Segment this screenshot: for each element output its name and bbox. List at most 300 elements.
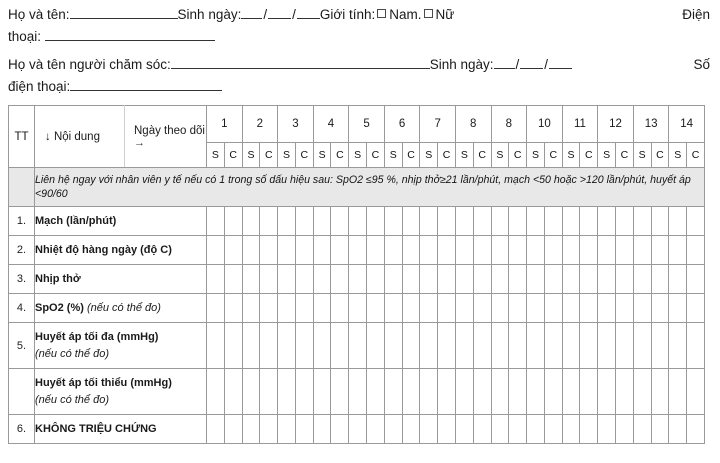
entry-cell-day12-c[interactable]	[616, 369, 634, 415]
entry-cell-day14-s[interactable]	[669, 236, 687, 265]
entry-cell-day3-c[interactable]	[295, 369, 313, 415]
entry-cell-day12-s[interactable]	[598, 265, 616, 294]
caregiver-dob-day[interactable]	[494, 55, 515, 69]
header-day-4: 4	[313, 106, 349, 143]
entry-cell-day10-s[interactable]	[527, 369, 545, 415]
entry-cell-day14-c[interactable]	[687, 265, 705, 294]
row-label-cell	[35, 294, 207, 323]
entry-cell-day8-c[interactable]	[473, 207, 491, 236]
entry-cell-day6-s[interactable]	[384, 265, 402, 294]
entry-cell-day6-s[interactable]	[384, 236, 402, 265]
entry-cell-day7-s[interactable]	[420, 236, 438, 265]
entry-cell-day2-s[interactable]	[242, 265, 260, 294]
entry-cell-day11-s[interactable]	[562, 369, 580, 415]
row-label-cell	[35, 265, 207, 294]
entry-cell-day13-c[interactable]	[651, 265, 669, 294]
header-day-7: 7	[420, 106, 456, 143]
entry-cell-day5-c[interactable]	[367, 207, 385, 236]
patient-dob-label: Sinh ngày:	[177, 7, 242, 22]
patient-dob-day[interactable]	[241, 5, 262, 19]
entry-cell-day9-s[interactable]	[491, 236, 509, 265]
entry-cell-day6-c[interactable]	[402, 369, 420, 415]
entry-cell-day11-s[interactable]	[562, 323, 580, 369]
table-row	[9, 236, 705, 265]
entry-cell-day12-s[interactable]	[598, 369, 616, 415]
gender-male-label: Nam.	[389, 7, 422, 22]
entry-cell-day3-s[interactable]	[278, 294, 296, 323]
caregiver-identity-fields	[8, 54, 572, 76]
entry-cell-day10-c[interactable]	[544, 415, 562, 444]
entry-cell-day14-s[interactable]	[669, 415, 687, 444]
entry-cell-day8-c[interactable]	[473, 265, 491, 294]
entry-cell-day11-s[interactable]	[562, 294, 580, 323]
entry-cell-day1-c[interactable]	[224, 207, 242, 236]
entry-cell-day8-c[interactable]	[473, 323, 491, 369]
entry-cell-day13-s[interactable]	[633, 369, 651, 415]
entry-cell-day9-c[interactable]	[509, 236, 527, 265]
row-number-cell	[9, 369, 35, 415]
entry-cell-day12-c[interactable]	[616, 236, 634, 265]
warning-text: Liên hệ ngay với nhân viên y tế nếu có 1 trong số dấu hiệu sau: SpO2 ≤95 %, nhịp thở≥21 lần/phút, mạch <50 hoặc >120 lần/phút, huyết áp <90/60	[35, 168, 705, 207]
entry-cell-day3-c[interactable]	[295, 294, 313, 323]
entry-cell-day8-s[interactable]	[455, 369, 473, 415]
row-label-note-inline: (nếu có thể đo)	[83, 301, 161, 314]
entry-cell-day2-c[interactable]	[260, 236, 278, 265]
entry-cell-day3-s[interactable]	[278, 265, 296, 294]
row-label-text: SpO2 (%)	[35, 301, 84, 314]
gender-male-checkbox[interactable]	[377, 9, 386, 18]
table-row	[9, 415, 705, 444]
entry-cell-day2-s[interactable]	[242, 323, 260, 369]
patient-dob-input	[241, 4, 320, 26]
entry-cell-day12-c[interactable]	[616, 294, 634, 323]
entry-cell-day5-c[interactable]	[367, 369, 385, 415]
entry-cell-day12-s[interactable]	[598, 415, 616, 444]
entry-cell-day11-s[interactable]	[562, 207, 580, 236]
entry-cell-day2-c[interactable]	[260, 294, 278, 323]
entry-cell-day6-c[interactable]	[402, 207, 420, 236]
entry-cell-day6-s[interactable]	[384, 207, 402, 236]
patient-dob-month[interactable]	[268, 5, 291, 19]
entry-cell-day10-s[interactable]	[527, 294, 545, 323]
entry-cell-day12-c[interactable]	[616, 207, 634, 236]
header-day-8-session-s: S	[455, 143, 473, 168]
entry-cell-day4-c[interactable]	[331, 294, 349, 323]
entry-cell-day9-c[interactable]	[509, 369, 527, 415]
caregiver-identity-line	[8, 54, 710, 76]
header-day-5-session-c: C	[367, 143, 385, 168]
entry-cell-day10-c[interactable]	[544, 207, 562, 236]
patient-identity-block	[8, 4, 710, 47]
entry-cell-day11-c[interactable]	[580, 323, 598, 369]
header-day-3-session-c: C	[295, 143, 313, 168]
entry-cell-day12-s[interactable]	[598, 323, 616, 369]
entry-cell-day8-s[interactable]	[455, 294, 473, 323]
entry-cell-day7-s[interactable]	[420, 207, 438, 236]
entry-cell-day1-c[interactable]	[224, 415, 242, 444]
caregiver-identity-block	[8, 54, 710, 97]
header-day-1-session-s: S	[207, 143, 225, 168]
patient-phone-label-part2: thoại:	[8, 28, 42, 44]
entry-cell-day8-s[interactable]	[455, 323, 473, 369]
entry-cell-day13-c[interactable]	[651, 236, 669, 265]
entry-cell-day2-s[interactable]	[242, 415, 260, 444]
entry-cell-day3-c[interactable]	[295, 207, 313, 236]
header-day-6-session-c: C	[402, 143, 420, 168]
entry-cell-day2-s[interactable]	[242, 207, 260, 236]
entry-cell-day4-s[interactable]	[313, 207, 331, 236]
entry-cell-day7-c[interactable]	[438, 236, 456, 265]
entry-cell-day14-c[interactable]	[687, 294, 705, 323]
entry-cell-day4-c[interactable]	[331, 369, 349, 415]
row-label-cell	[35, 236, 207, 265]
entry-cell-day11-s[interactable]	[562, 236, 580, 265]
entry-cell-day5-c[interactable]	[367, 265, 385, 294]
entry-cell-day10-c[interactable]	[544, 323, 562, 369]
entry-cell-day1-c[interactable]	[224, 323, 242, 369]
entry-cell-day2-c[interactable]	[260, 323, 278, 369]
entry-cell-day1-s[interactable]	[207, 415, 225, 444]
entry-cell-day7-c[interactable]	[438, 323, 456, 369]
entry-cell-day7-s[interactable]	[420, 323, 438, 369]
entry-cell-day13-c[interactable]	[651, 369, 669, 415]
header-day-14: 14	[669, 106, 705, 143]
entry-cell-day2-c[interactable]	[260, 265, 278, 294]
entry-cell-day14-c[interactable]	[687, 236, 705, 265]
entry-cell-day2-c[interactable]	[260, 207, 278, 236]
entry-cell-day12-c[interactable]	[616, 323, 634, 369]
row-label-cell	[35, 369, 207, 415]
entry-cell-day12-s[interactable]	[598, 294, 616, 323]
warning-tt-cell	[9, 168, 35, 207]
entry-cell-day9-c[interactable]	[509, 294, 527, 323]
entry-cell-day2-c[interactable]	[260, 369, 278, 415]
entry-cell-day9-s[interactable]	[491, 294, 509, 323]
entry-cell-day13-s[interactable]	[633, 236, 651, 265]
entry-cell-day1-s[interactable]	[207, 207, 225, 236]
entry-cell-day13-s[interactable]	[633, 207, 651, 236]
entry-cell-day6-c[interactable]	[402, 265, 420, 294]
table-row	[9, 369, 705, 415]
entry-cell-day8-s[interactable]	[455, 207, 473, 236]
row-label-note: (nếu có thể đo)	[35, 347, 109, 360]
row-number-cell: 4.	[9, 294, 35, 323]
entry-cell-day4-s[interactable]	[313, 265, 331, 294]
entry-cell-day9-c[interactable]	[509, 415, 527, 444]
entry-cell-day13-c[interactable]	[651, 294, 669, 323]
header-day-5-session-s: S	[349, 143, 367, 168]
entry-cell-day12-s[interactable]	[598, 236, 616, 265]
entry-cell-day1-s[interactable]	[207, 236, 225, 265]
entry-cell-day13-s[interactable]	[633, 415, 651, 444]
patient-name-label: Họ và tên:	[8, 7, 70, 22]
entry-cell-day4-s[interactable]	[313, 236, 331, 265]
entry-cell-day8-c[interactable]	[473, 294, 491, 323]
entry-cell-day6-s[interactable]	[384, 415, 402, 444]
entry-cell-day5-s[interactable]	[349, 323, 367, 369]
entry-cell-day1-c[interactable]	[224, 294, 242, 323]
patient-name-input[interactable]	[70, 5, 178, 19]
entry-cell-day11-s[interactable]	[562, 265, 580, 294]
table-row	[9, 207, 705, 236]
entry-cell-day8-c[interactable]	[473, 236, 491, 265]
header-day-6: 6	[384, 106, 420, 143]
entry-cell-day6-s[interactable]	[384, 369, 402, 415]
entry-cell-day7-c[interactable]	[438, 265, 456, 294]
header-day-2-session-c: C	[260, 143, 278, 168]
header-day-1: 1	[207, 106, 243, 143]
header-day-2-session-s: S	[242, 143, 260, 168]
caregiver-dob-input	[494, 54, 573, 76]
entry-cell-day14-s[interactable]	[669, 207, 687, 236]
entry-cell-day2-s[interactable]	[242, 236, 260, 265]
caregiver-dob-year[interactable]	[549, 55, 572, 69]
entry-cell-day13-s[interactable]	[633, 294, 651, 323]
entry-cell-day8-c[interactable]	[473, 369, 491, 415]
header-day-9: 8	[491, 106, 527, 143]
entry-cell-day11-c[interactable]	[580, 265, 598, 294]
entry-cell-day9-c[interactable]	[509, 207, 527, 236]
entry-cell-day9-s[interactable]	[491, 207, 509, 236]
entry-cell-day3-c[interactable]	[295, 415, 313, 444]
entry-cell-day13-c[interactable]	[651, 415, 669, 444]
entry-cell-day14-c[interactable]	[687, 323, 705, 369]
entry-cell-day12-c[interactable]	[616, 265, 634, 294]
header-day-11: 11	[562, 106, 598, 143]
entry-cell-day7-s[interactable]	[420, 265, 438, 294]
entry-cell-day11-c[interactable]	[580, 294, 598, 323]
header-day-8-session-c: C	[473, 143, 491, 168]
caregiver-dob-month[interactable]	[520, 55, 543, 69]
entry-cell-day12-c[interactable]	[616, 415, 634, 444]
entry-cell-day4-c[interactable]	[331, 323, 349, 369]
row-number-cell: 2.	[9, 236, 35, 265]
caregiver-name-input[interactable]	[171, 55, 430, 69]
entry-cell-day6-c[interactable]	[402, 415, 420, 444]
caregiver-phone-input[interactable]	[70, 77, 222, 91]
entry-cell-day10-s[interactable]	[527, 415, 545, 444]
entry-cell-day5-c[interactable]	[367, 323, 385, 369]
entry-cell-day5-c[interactable]	[367, 236, 385, 265]
entry-cell-day4-s[interactable]	[313, 323, 331, 369]
entry-cell-day3-c[interactable]	[295, 323, 313, 369]
entry-cell-day14-c[interactable]	[687, 207, 705, 236]
entry-cell-day9-s[interactable]	[491, 415, 509, 444]
entry-cell-day5-c[interactable]	[367, 294, 385, 323]
date-separator-1: /	[263, 7, 268, 22]
row-label-text: Nhiệt độ hàng ngày (độ C)	[35, 243, 172, 256]
row-label-text: Huyết áp tối thiểu (mmHg)	[35, 377, 172, 389]
entry-cell-day11-s[interactable]	[562, 415, 580, 444]
entry-cell-day4-s[interactable]	[313, 415, 331, 444]
entry-cell-day10-c[interactable]	[544, 369, 562, 415]
header-day-1-session-c: C	[224, 143, 242, 168]
header-day-13-session-s: S	[633, 143, 651, 168]
header-day-8: 8	[455, 106, 491, 143]
entry-cell-day5-s[interactable]	[349, 265, 367, 294]
entry-cell-day4-s[interactable]	[313, 294, 331, 323]
entry-cell-day14-s[interactable]	[669, 369, 687, 415]
table-head	[9, 106, 705, 168]
entry-cell-day6-c[interactable]	[402, 294, 420, 323]
entry-cell-day1-s[interactable]	[207, 294, 225, 323]
entry-cell-day10-c[interactable]	[544, 294, 562, 323]
patient-info-form	[0, 0, 720, 97]
entry-cell-day2-s[interactable]	[242, 369, 260, 415]
row-number-cell: 6.	[9, 415, 35, 444]
gender-label: Giới tính:	[319, 7, 376, 22]
header-day-4-session-s: S	[313, 143, 331, 168]
entry-cell-day14-s[interactable]	[669, 265, 687, 294]
caregiver-phone-line	[8, 76, 710, 98]
entry-cell-day9-s[interactable]	[491, 265, 509, 294]
entry-cell-day6-s[interactable]	[384, 294, 402, 323]
header-ngay-label: Ngày theo dõi	[134, 125, 205, 137]
entry-cell-day11-c[interactable]	[580, 415, 598, 444]
header-noidung: ↓ Nội dung	[35, 106, 125, 168]
caregiver-phone-label-part1: Số	[693, 57, 710, 72]
right-arrow-icon: →	[134, 137, 145, 149]
entry-cell-day3-s[interactable]	[278, 369, 296, 415]
entry-cell-day10-s[interactable]	[527, 207, 545, 236]
entry-cell-day7-c[interactable]	[438, 294, 456, 323]
entry-cell-day5-s[interactable]	[349, 294, 367, 323]
row-label-text: Mạch (lần/phút)	[35, 214, 117, 227]
entry-cell-day3-s[interactable]	[278, 323, 296, 369]
header-day-12: 12	[598, 106, 634, 143]
gender-female-checkbox[interactable]	[424, 9, 433, 18]
entry-cell-day6-c[interactable]	[402, 323, 420, 369]
entry-cell-day3-c[interactable]	[295, 236, 313, 265]
patient-identity-fields	[8, 4, 454, 26]
header-day-10-session-s: S	[527, 143, 545, 168]
patient-dob-year[interactable]	[297, 5, 320, 19]
gender-female-label: Nữ	[435, 7, 455, 22]
entry-cell-day3-s[interactable]	[278, 415, 296, 444]
entry-cell-day4-c[interactable]	[331, 236, 349, 265]
entry-cell-day5-s[interactable]	[349, 236, 367, 265]
header-ngay-theo-doi	[125, 106, 207, 168]
row-label-text: KHÔNG TRIỆU CHỨNG	[35, 422, 157, 435]
header-day-14-session-c: C	[687, 143, 705, 168]
entry-cell-day4-c[interactable]	[331, 265, 349, 294]
entry-cell-day9-s[interactable]	[491, 369, 509, 415]
entry-cell-day1-s[interactable]	[207, 323, 225, 369]
table-body	[9, 168, 705, 444]
entry-cell-day14-c[interactable]	[687, 369, 705, 415]
entry-cell-day7-s[interactable]	[420, 415, 438, 444]
entry-cell-day1-c[interactable]	[224, 369, 242, 415]
entry-cell-day8-s[interactable]	[455, 265, 473, 294]
header-day-9-session-s: S	[491, 143, 509, 168]
entry-cell-day3-s[interactable]	[278, 236, 296, 265]
entry-cell-day10-c[interactable]	[544, 265, 562, 294]
patient-phone-label-part1: Điện	[682, 7, 710, 22]
entry-cell-day9-c[interactable]	[509, 265, 527, 294]
header-day-10-session-c: C	[544, 143, 562, 168]
entry-cell-day5-s[interactable]	[349, 415, 367, 444]
entry-cell-day14-s[interactable]	[669, 323, 687, 369]
entry-cell-day7-s[interactable]	[420, 294, 438, 323]
entry-cell-day13-c[interactable]	[651, 207, 669, 236]
entry-cell-day7-c[interactable]	[438, 207, 456, 236]
header-day-14-session-s: S	[669, 143, 687, 168]
row-label-text: Huyết áp tối đa (mmHg)	[35, 331, 159, 343]
entry-cell-day9-s[interactable]	[491, 323, 509, 369]
entry-cell-day5-c[interactable]	[367, 415, 385, 444]
patient-phone-input[interactable]	[45, 27, 215, 41]
entry-cell-day3-s[interactable]	[278, 207, 296, 236]
header-day-12-session-s: S	[598, 143, 616, 168]
entry-cell-day6-s[interactable]	[384, 323, 402, 369]
header-day-3: 3	[278, 106, 314, 143]
entry-cell-day13-s[interactable]	[633, 265, 651, 294]
entry-cell-day3-c[interactable]	[295, 265, 313, 294]
entry-cell-day2-s[interactable]	[242, 294, 260, 323]
entry-cell-day11-c[interactable]	[580, 207, 598, 236]
entry-cell-day2-c[interactable]	[260, 415, 278, 444]
date-separator-3: /	[515, 57, 520, 72]
entry-cell-day1-s[interactable]	[207, 265, 225, 294]
entry-cell-day7-c[interactable]	[438, 415, 456, 444]
table-row	[9, 323, 705, 369]
entry-cell-day14-s[interactable]	[669, 294, 687, 323]
entry-cell-day1-c[interactable]	[224, 265, 242, 294]
entry-cell-day9-c[interactable]	[509, 323, 527, 369]
header-day-5: 5	[349, 106, 385, 143]
entry-cell-day14-c[interactable]	[687, 415, 705, 444]
entry-cell-day11-c[interactable]	[580, 369, 598, 415]
header-day-4-session-c: C	[331, 143, 349, 168]
entry-cell-day5-s[interactable]	[349, 207, 367, 236]
entry-cell-day10-c[interactable]	[544, 236, 562, 265]
row-label-cell	[35, 323, 207, 369]
patient-phone-line	[8, 26, 710, 48]
header-day-13-session-c: C	[651, 143, 669, 168]
entry-cell-day13-c[interactable]	[651, 323, 669, 369]
entry-cell-day1-s[interactable]	[207, 369, 225, 415]
header-day-10: 10	[527, 106, 563, 143]
entry-cell-day6-c[interactable]	[402, 236, 420, 265]
row-label-cell	[35, 207, 207, 236]
entry-cell-day10-s[interactable]	[527, 265, 545, 294]
header-day-7-session-s: S	[420, 143, 438, 168]
entry-cell-day8-s[interactable]	[455, 236, 473, 265]
entry-cell-day10-s[interactable]	[527, 323, 545, 369]
entry-cell-day11-c[interactable]	[580, 236, 598, 265]
entry-cell-day4-c[interactable]	[331, 207, 349, 236]
entry-cell-day13-s[interactable]	[633, 323, 651, 369]
entry-cell-day12-s[interactable]	[598, 207, 616, 236]
table-header-row-days	[9, 106, 705, 143]
row-label-note: (nếu có thể đo)	[35, 393, 109, 406]
header-tt: TT	[9, 106, 35, 168]
entry-cell-day7-s[interactable]	[420, 369, 438, 415]
entry-cell-day8-c[interactable]	[473, 415, 491, 444]
caregiver-dob-label: Sinh ngày:	[429, 57, 494, 72]
table-row	[9, 294, 705, 323]
header-day-6-session-s: S	[384, 143, 402, 168]
entry-cell-day4-c[interactable]	[331, 415, 349, 444]
header-day-3-session-s: S	[278, 143, 296, 168]
entry-cell-day10-s[interactable]	[527, 236, 545, 265]
entry-cell-day5-s[interactable]	[349, 369, 367, 415]
entry-cell-day4-s[interactable]	[313, 369, 331, 415]
entry-cell-day7-c[interactable]	[438, 369, 456, 415]
caregiver-phone-label-part2: điện thoại:	[8, 78, 71, 94]
entry-cell-day8-s[interactable]	[455, 415, 473, 444]
entry-cell-day1-c[interactable]	[224, 236, 242, 265]
